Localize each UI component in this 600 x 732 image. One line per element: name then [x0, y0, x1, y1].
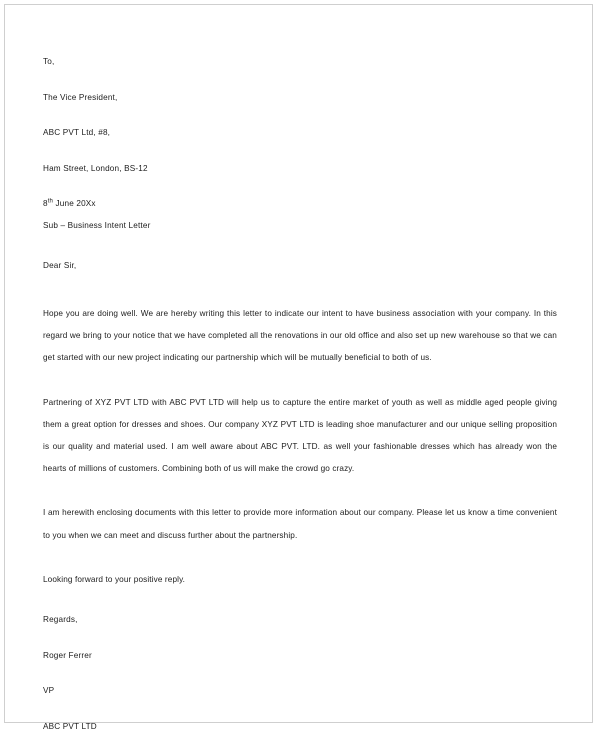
date-day: 8	[43, 199, 48, 208]
closing-sender-title: VP	[43, 686, 55, 696]
subject-line: Sub – Business Intent Letter	[43, 221, 151, 230]
document-page	[4, 4, 593, 731]
date-month-year: June 20Xx	[53, 199, 96, 208]
closing-regards: Regards,	[43, 615, 78, 625]
date-ordinal-suffix: th	[47, 198, 54, 205]
recipient-address-block	[43, 57, 558, 174]
body-paragraph-3: I am herewith enclosing documents with this letter to provide more information about our company. Please let us know a time convenient to you when we can meet and discuss further about the partnership.	[43, 508, 557, 540]
closing-sender-company: ABC PVT LTD	[43, 721, 97, 731]
letter-body	[43, 57, 558, 732]
recipient-line-designation: The Vice President,	[43, 92, 118, 102]
body-paragraph-2: Partnering of XYZ PVT LTD with ABC PVT LTD will help us to capture the entire market of youth as well as middle aged people giving them a great option for dresses and shoes. Our company XYZ PVT LTD is leading shoe manufacturer and our unique selling proposition is our quality and material used. I am well aware about ABC PVT. LTD. as well your fashionable dresses which has already won the hearts of millions of customers. Combining both of us will make the crowd go crazy.	[43, 397, 557, 474]
signature-block	[43, 615, 558, 732]
recipient-line-company: ABC PVT Ltd, #8,	[43, 128, 111, 137]
recipient-line-street: Ham Street, London, BS-12	[43, 163, 148, 173]
closing-sender-name: Roger Ferrer	[43, 650, 92, 660]
salutation: Dear Sir,	[43, 261, 77, 270]
body-paragraph-1: Hope you are doing well. We are hereby writing this letter to indicate our intent to have business association with your company. In this regard we bring to your notice that we have completed all the renovations in our old office and also set up new warehouse so that we can get started with our new project indicating our partnership which will be mutually beneficial to both of us.	[43, 309, 557, 363]
letter-date	[43, 199, 558, 209]
body-paragraph-closing-remark: Looking forward to your positive reply.	[43, 574, 186, 584]
recipient-line-to: To,	[43, 57, 55, 66]
